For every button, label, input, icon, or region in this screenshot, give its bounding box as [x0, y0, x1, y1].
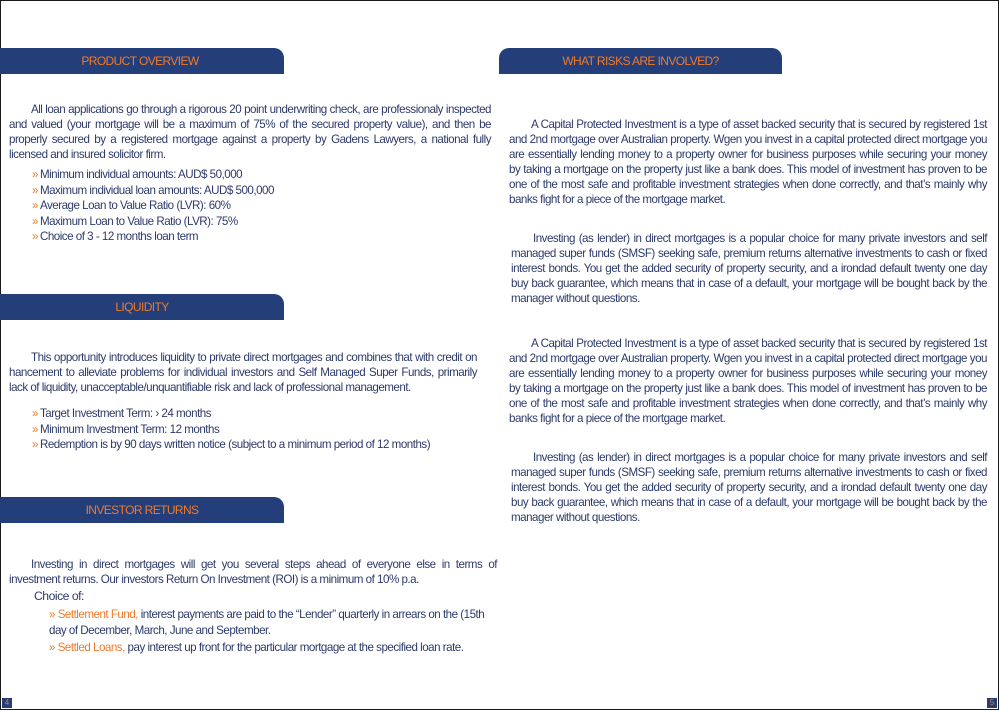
product-overview-title: PRODUCT OVERVIEW	[81, 54, 199, 68]
list-item	[32, 229, 482, 245]
risks-heading	[499, 48, 782, 74]
list-item	[32, 214, 482, 230]
bullet-mark: »	[32, 438, 38, 452]
product-overview-heading	[0, 48, 284, 74]
paragraph-text: Investing (as lender) in direct mortgages is a popular choice for many private investors and self managed super funds (SMSF) seeking safe, premium returns alternative investments to cash or fixed interest bonds. You get the added security of property security, and a irondad default twenty one day buy back guarantee, which means that in case of a default, your mortgage will be bought back by the manager without questions.	[511, 451, 987, 524]
bullet-mark: »	[32, 199, 38, 213]
paragraph-text: A Capital Protected Investment is a type of asset backed security that is secured by registered 1st and 2nd mortgage over Australian property. Wgen you invest in a capital protected direct mortgage you are essentially lending money to a property owner for business purposes while securing your money by taking a mortgage on the property just like a bank does. This model of investment has proven to be one of the most safe and profitable investment strategies when done correctly, and that’s mainly why banks fight for a piece of the mortgage market.	[509, 337, 987, 425]
bullet-mark: »	[49, 641, 55, 654]
product-overview-text: All loan applications go through a rigorous 20 point underwriting check, are professionaly inspected and valued (your mortgage will be a maximum of 75% of the secured property value), and then be properly secured by a registered mortgage against a property by Gadens Lawyers, a national fully licensed and insured solicitor firm.	[9, 103, 491, 161]
liquidity-text: This opportunity introduces liquidity to private direct mortgages and combines that with credit on hancement to alleviate problems for individual investors and Self Managed Super Funds, primarily lack of liquidity, unacceptable/unquantifiable risk and lack of professional management.	[9, 351, 477, 394]
list-item-text: Minimum individual amounts: AUD$ 50,000	[39, 168, 243, 181]
list-item-text: Choice of 3 - 12 months loan term	[39, 230, 199, 244]
list-item-text: Target Investment Term: › 24 months	[39, 407, 212, 420]
investor-returns-text: Investing in direct mortgages will get you several steps ahead of everyone else in terms of investment returns. Our investors Return On Investment (ROI) is a minimum of 10% p.a.	[9, 558, 497, 586]
list-item	[32, 167, 482, 183]
option-text: interest payments are paid to the “Lender” quarterly in arrears on the (15th day of December, March, June and September.	[49, 608, 485, 637]
list-item	[32, 422, 492, 438]
option-text: pay interest up front for the particular mortgage at the specified loan rate.	[124, 641, 464, 654]
product-overview-body	[9, 102, 491, 162]
liquidity-title: LIQUIDITY	[115, 300, 169, 314]
bullet-mark: »	[32, 422, 38, 436]
investor-returns-title: INVESTOR RETURNS	[85, 503, 199, 517]
list-item-text: Redemption is by 90 days written notice (subject to a minimum period of 12 months)	[39, 438, 431, 452]
liquidity-body	[9, 350, 477, 395]
investor-returns-heading	[0, 497, 284, 523]
risks-title: WHAT RISKS ARE INVOLVED?	[562, 54, 719, 68]
settled-loans-option	[49, 640, 501, 655]
bullet-mark: »	[32, 230, 38, 244]
paragraph-text: Investing (as lender) in direct mortgages is a popular choice for many private investors and self managed super funds (SMSF) seeking safe, premium returns alternative investments to cash or fixed interest bonds. You get the added security of property security, and a irondad default twenty one day buy back guarantee, which means that in case of a default, your mortgage will be bought back by the manager without questions.	[511, 232, 987, 305]
option-highlight: Settled Loans,	[57, 641, 125, 654]
bullet-mark: »	[32, 214, 38, 228]
page-number-left: 4	[2, 698, 12, 708]
list-item-text: Maximum individual loan amounts: AUD$ 500,000	[39, 183, 274, 197]
page-number-right: 5	[987, 698, 997, 708]
bullet-mark: »	[32, 407, 38, 420]
list-item	[32, 198, 482, 214]
choice-label: Choice of:	[34, 589, 84, 603]
paragraph-text: A Capital Protected Investment is a type of asset backed security that is secured by registered 1st and 2nd mortgage over Australian property. Wgen you invest in a capital protected direct mortgage you are essentially lending money to a property owner for business purposes while securing your money by taking a mortgage on the property just like a bank does. This model of investment has proven to be one of the most safe and profitable investment strategies when done correctly, and that’s mainly why banks fight for a piece of the mortgage market.	[509, 118, 987, 206]
risks-paragraph-1	[509, 117, 987, 207]
list-item-text: Minimum Investment Term: 12 months	[39, 422, 220, 436]
bullet-mark: »	[32, 168, 38, 181]
product-overview-list	[32, 167, 482, 245]
risks-paragraph-2	[511, 231, 987, 306]
bullet-mark: »	[49, 608, 55, 621]
settlement-fund-option	[49, 607, 501, 639]
list-item	[32, 183, 482, 199]
liquidity-list	[32, 406, 492, 453]
option-highlight: Settlement Fund,	[57, 608, 138, 621]
risks-paragraph-4	[511, 450, 987, 525]
bullet-mark: »	[32, 183, 38, 197]
list-item-text: Average Loan to Value Ratio (LVR): 60%	[39, 199, 231, 213]
risks-paragraph-3	[509, 336, 987, 426]
list-item	[32, 437, 492, 453]
investor-returns-body	[9, 557, 497, 587]
list-item	[32, 406, 492, 422]
liquidity-heading	[0, 294, 284, 320]
list-item-text: Maximum Loan to Value Ratio (LVR): 75%	[39, 214, 238, 228]
